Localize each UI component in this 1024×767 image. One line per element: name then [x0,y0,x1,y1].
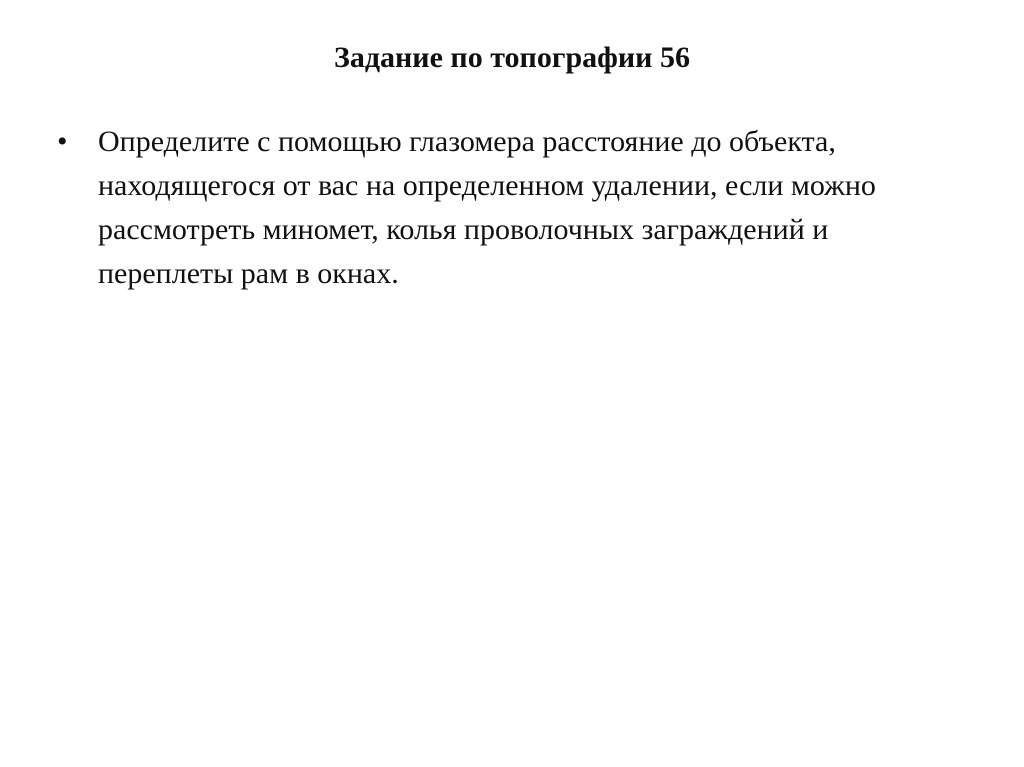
bullet-text: Определите с помощью глазомера расстояние до объекта, находящегося от вас на определенном удалении, если можно рассмотреть миномет, колья проволочных заграждений и переплеты рам в окнах. [98,125,876,290]
bullet-item [57,120,957,296]
bullet-list [57,120,957,296]
slide-title: Задание по топографии 56 [334,41,690,74]
bullet-marker: • [57,125,68,158]
